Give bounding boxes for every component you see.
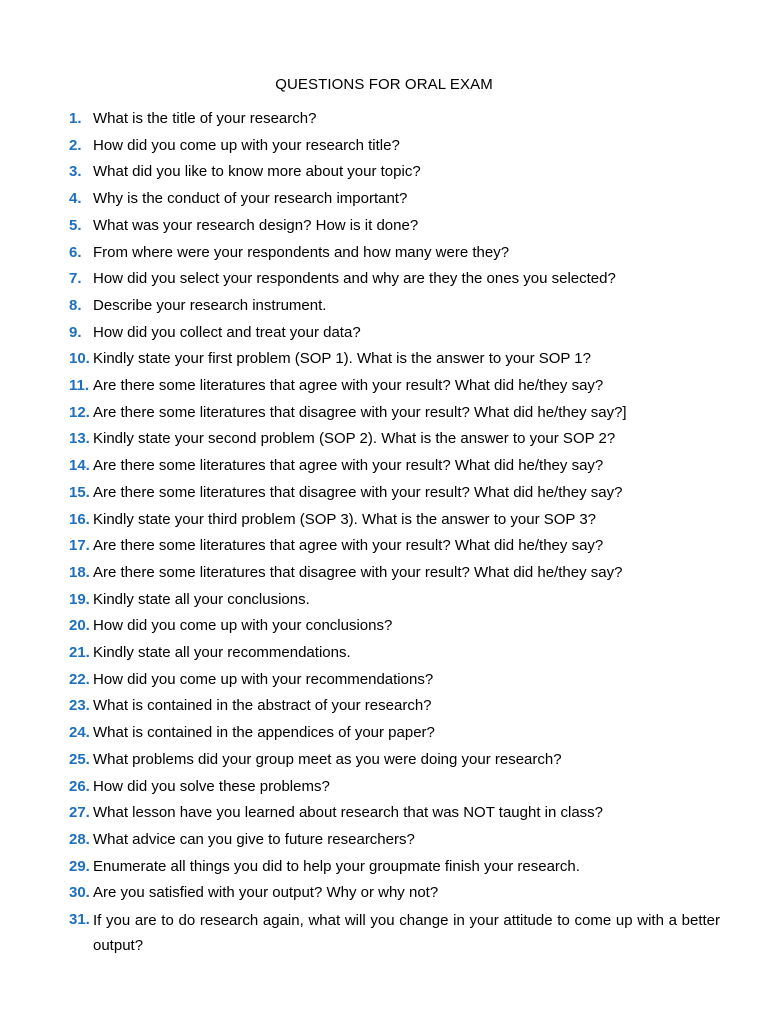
question-text: What did you like to know more about your topic? (93, 163, 421, 181)
question-item (69, 827, 720, 854)
question-number: 19. (69, 590, 90, 608)
question-number: 24. (69, 724, 90, 742)
question-number: 9. (69, 323, 82, 341)
question-text: What lesson have you learned about research that was NOT taught in class? (93, 804, 604, 822)
page-title: QUESTIONS FOR ORAL EXAM (275, 76, 493, 93)
question-number: 12. (69, 403, 90, 421)
question-item (69, 373, 720, 400)
question-text: How did you select your respondents and why are they the ones you selected? (93, 270, 616, 288)
question-item (69, 640, 720, 667)
question-text: Are there some literatures that disagree with your result? What did he/they say? (93, 563, 623, 581)
question-item (69, 400, 720, 427)
question-item (69, 720, 720, 747)
question-text: Are there some literatures that agree with your result? What did he/they say? (93, 457, 604, 475)
question-item (69, 159, 720, 186)
question-item (69, 186, 720, 213)
question-text: If you are to do research again, what will you change in your attitude to come up with a better output? (93, 911, 720, 955)
question-text: What is the title of your research? (93, 110, 317, 127)
question-item (69, 533, 720, 560)
question-item (69, 240, 720, 267)
question-number: 22. (69, 670, 90, 688)
question-text: Are there some literatures that agree with your result? What did he/they say? (93, 537, 604, 555)
question-number: 25. (69, 750, 90, 768)
question-text: Kindly state your second problem (SOP 2). What is the answer to your SOP 2? (93, 430, 616, 448)
question-item (69, 346, 720, 373)
question-number: 20. (69, 617, 90, 635)
question-item (69, 293, 720, 320)
question-number: 1. (69, 110, 82, 127)
question-text: How did you come up with your recommendations? (93, 670, 434, 688)
question-number: 29. (69, 857, 90, 875)
question-number: 21. (69, 644, 90, 662)
question-item (69, 213, 720, 240)
question-number: 18. (69, 563, 90, 581)
question-item (69, 587, 720, 614)
question-item (69, 507, 720, 534)
question-number: 10. (69, 350, 90, 368)
question-item (69, 693, 720, 720)
question-number: 2. (69, 136, 82, 154)
question-number: 30. (69, 884, 90, 902)
question-text: Kindly state all your conclusions. (93, 590, 310, 608)
question-number: 23. (69, 697, 90, 715)
question-number: 8. (69, 296, 82, 314)
question-text: Kindly state your third problem (SOP 3). What is the answer to your SOP 3? (93, 510, 597, 528)
question-text: What advice can you give to future researchers? (93, 830, 415, 848)
question-item (69, 667, 720, 694)
question-text: From where were your respondents and how many were they? (93, 243, 510, 261)
question-number: 3. (69, 163, 82, 181)
question-text: Kindly state all your recommendations. (93, 644, 351, 662)
question-item (69, 907, 720, 959)
question-text: How did you come up with your research title? (93, 136, 400, 154)
question-text: Are there some literatures that disagree with your result? What did he/they say?] (93, 403, 627, 421)
question-text: Enumerate all things you did to help your groupmate finish your research. (93, 857, 580, 875)
question-item (69, 800, 720, 827)
question-number: 11. (69, 377, 90, 395)
question-text: Are you satisfied with your output? Why or why not? (93, 884, 439, 902)
question-text: What is contained in the abstract of your research? (93, 697, 432, 715)
question-item (69, 453, 720, 480)
question-number: 14. (69, 457, 90, 475)
question-text: Why is the conduct of your research important? (93, 190, 408, 208)
question-number: 26. (69, 777, 90, 795)
question-item (69, 774, 720, 801)
question-text: What was your research design? How is it done? (93, 216, 419, 234)
question-number: 6. (69, 243, 82, 261)
question-item (69, 320, 720, 347)
question-item (69, 480, 720, 507)
question-text: Are there some literatures that agree with your result? What did he/they say? (93, 377, 604, 395)
question-number: 15. (69, 483, 90, 501)
question-text: Are there some literatures that disagree with your result? What did he/they say? (93, 483, 623, 501)
question-item (69, 880, 720, 907)
question-item (69, 854, 720, 881)
question-number: 13. (69, 430, 90, 448)
question-number: 27. (69, 804, 90, 822)
question-text: Kindly state your first problem (SOP 1). What is the answer to your SOP 1? (93, 350, 591, 368)
question-item (69, 747, 720, 774)
question-text: How did you solve these problems? (93, 777, 330, 795)
question-text: What is contained in the appendices of your paper? (93, 724, 435, 742)
question-text: What problems did your group meet as you were doing your research? (93, 750, 562, 768)
question-text: How did you come up with your conclusions? (93, 617, 393, 635)
question-number: 28. (69, 830, 90, 848)
question-number: 16. (69, 510, 90, 528)
question-item (69, 266, 720, 293)
question-number: 17. (69, 537, 90, 555)
question-item (69, 613, 720, 640)
question-item (69, 426, 720, 453)
question-list (69, 106, 720, 959)
question-item (69, 106, 720, 133)
question-number: 5. (69, 216, 82, 234)
question-item (69, 133, 720, 160)
question-number: 4. (69, 190, 82, 208)
question-text: Describe your research instrument. (93, 296, 327, 314)
question-text: How did you collect and treat your data? (93, 323, 361, 341)
question-number: 31. (69, 911, 90, 929)
question-number: 7. (69, 270, 82, 288)
question-item (69, 560, 720, 587)
